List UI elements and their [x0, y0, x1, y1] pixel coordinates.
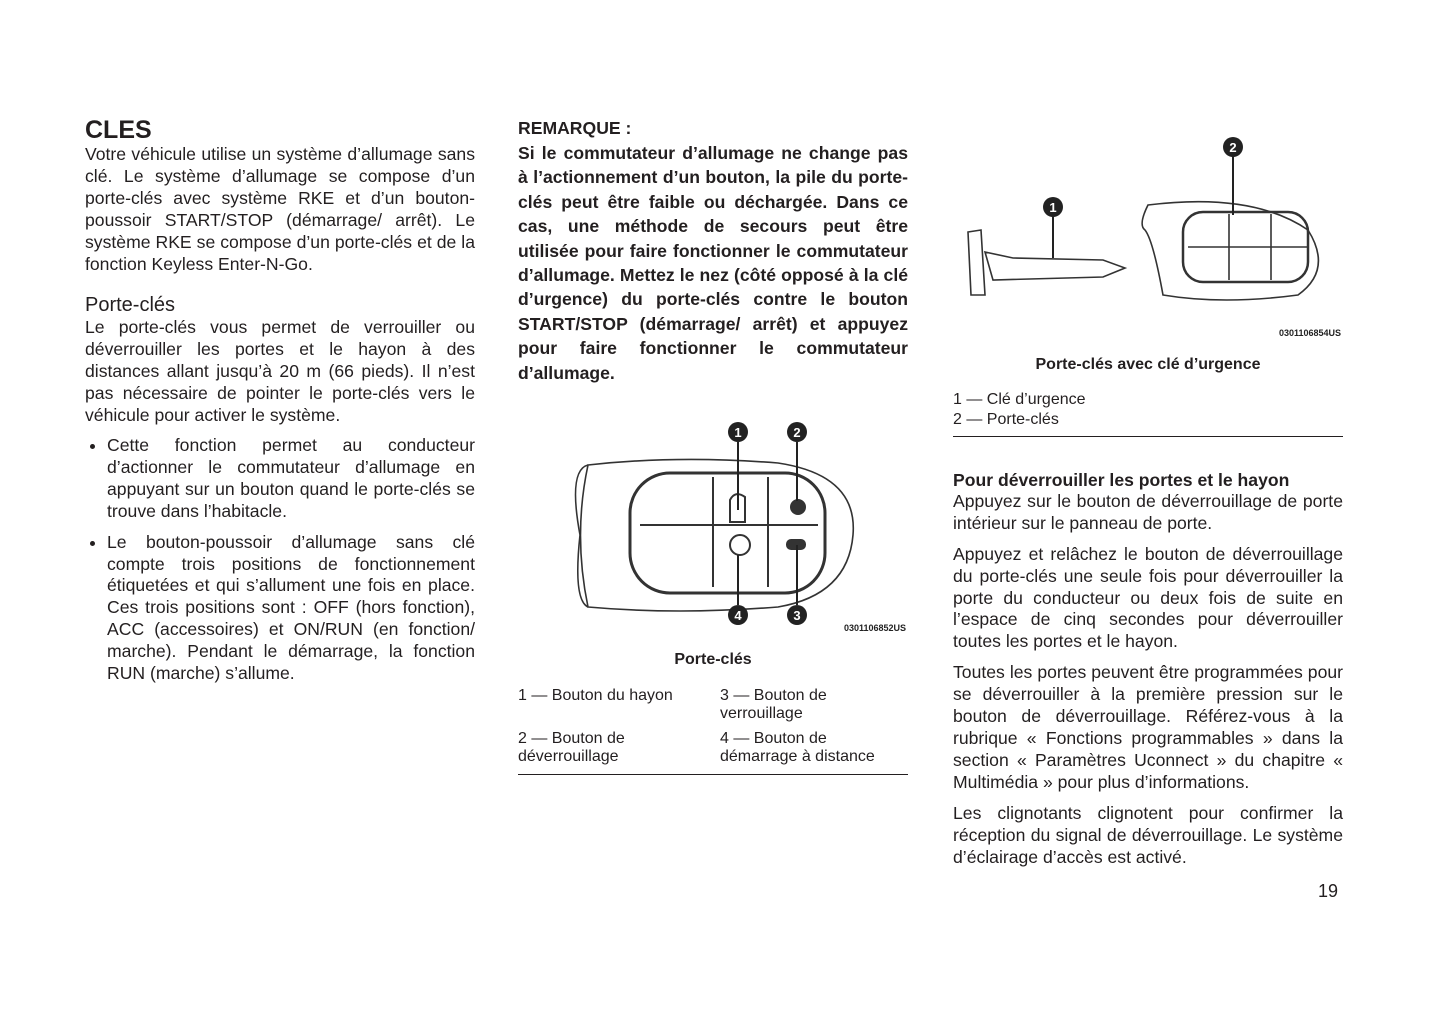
intro-paragraph: Votre véhicule utilise un système d’allumage sans clé. Le système d’allumage se compose d’un porte-clés avec système RKE et d’un bouton-poussoir START/STOP (démarrage/ arrêt). Le système RKE se compose d’un porte-clés et de la fonction Keyless Enter-N-Go.	[85, 144, 475, 274]
paragraph: Les clignotants clignotent pour confirmer la réception du signal de déverrouillage. Le système d’éclairage d’accès est activé.	[953, 802, 1343, 867]
fob-body	[1142, 202, 1318, 300]
column-3	[953, 130, 1343, 868]
emergency-key	[968, 230, 985, 295]
legend-item: 2 — Porte-clés	[953, 410, 1059, 428]
legend-item: 4 — Bouton de démarrage à distance	[720, 729, 875, 765]
unlock-icon	[790, 499, 806, 515]
legend-item: 3 — Bouton de verrouillage	[720, 686, 827, 722]
figure-caption: Porte-clés avec clé d’urgence	[1035, 356, 1261, 373]
callout-2: 2	[1229, 140, 1237, 155]
subsection-title: Porte-clés	[85, 294, 176, 317]
key-fob-paragraph: Le porte-clés vous permet de verrouiller ou déverrouiller les portes et le hayon à des distances allant jusqu’à 20 m (66 pieds). Il n’est pas nécessaire de pointer le porte-clés vers le véhicule pour activer le système.	[85, 317, 475, 426]
column-1	[85, 116, 475, 694]
figure-legend	[518, 687, 908, 775]
bullet-list	[85, 435, 475, 685]
bullet-item: • Le bouton-poussoir d’allumage sans clé compte trois positions de fonctionnement étiquetées et qui s’allument une fois en place. Ces trois positions sont : OFF (hors fonction), ACC (accessoires) et ON/RUN (en fonction/ marche). Pendant le démarrage, la fonction RUN (marche) s’allume.	[107, 532, 475, 685]
key-fob-emergency-key-figure	[953, 130, 1343, 345]
legend-item: 1 — Clé d’urgence	[953, 390, 1086, 408]
key-fob-figure	[518, 415, 908, 655]
callout-3: 3	[793, 608, 801, 624]
paragraph: Appuyez et relâchez le bouton de déverrouillage du porte-clés une seule fois pour déverrouiller la porte du conducteur ou deux fois de suite en l’espace de cinq secondes pour déverrouiller toutes les portes et le hayon.	[953, 543, 1343, 652]
figure-code: 0301106854US	[1278, 328, 1341, 338]
figure-caption: Porte-clés	[674, 651, 752, 669]
section-title: CLES	[85, 116, 152, 144]
paragraph: Appuyez sur le bouton de déverrouillage de porte intérieur sur le panneau de porte.	[953, 490, 1343, 533]
callout-4: 4	[734, 608, 742, 624]
callout-2: 2	[793, 425, 801, 441]
paragraph: Toutes les portes peuvent être programmées pour se déverrouiller à la première pression sur le bouton de déverrouillage. Référez-vous à la rubrique « Fonctions programmables » dans la section « Paramètres Uconnect » du chapitre « Multimédia » pour plus d’informations.	[953, 662, 1343, 792]
legend-item: 1 — Bouton du hayon	[518, 686, 673, 704]
bullet-item: • Cette fonction permet au conducteur d’actionner le commutateur d’allumage en appuyant sur un bouton quand le porte-clés se trouve dans l’habitacle.	[107, 435, 475, 523]
unlock-heading: Pour déverrouiller les portes et le hayon	[953, 469, 1290, 490]
column-2	[518, 117, 908, 775]
remote-start-icon	[730, 535, 750, 555]
callout-1: 1	[1049, 200, 1057, 215]
note-title: REMARQUE :	[518, 118, 632, 138]
note-text: Si le commutateur d’allumage ne change pas à l’actionnement d’un bouton, la pile du porte-clés peut être faible ou déchargée. Dans ce cas, une méthode de secours peut être utilisée pour faire fonctionner le commutateur d’allumage. Mettez le nez (côté opposé à la clé d’urgence) du porte-clés contre le bouton START/STOP (démarrage/ arrêt) et appuyez pour faire fonctionner le commutateur d’allumage.	[518, 143, 908, 383]
callout-1: 1	[734, 425, 742, 441]
page-number: 19	[1318, 881, 1339, 901]
figure-legend	[953, 390, 1343, 437]
legend-item: 2 — Bouton de déverrouillage	[518, 729, 625, 765]
figure-code: 0301106852US	[843, 623, 906, 634]
